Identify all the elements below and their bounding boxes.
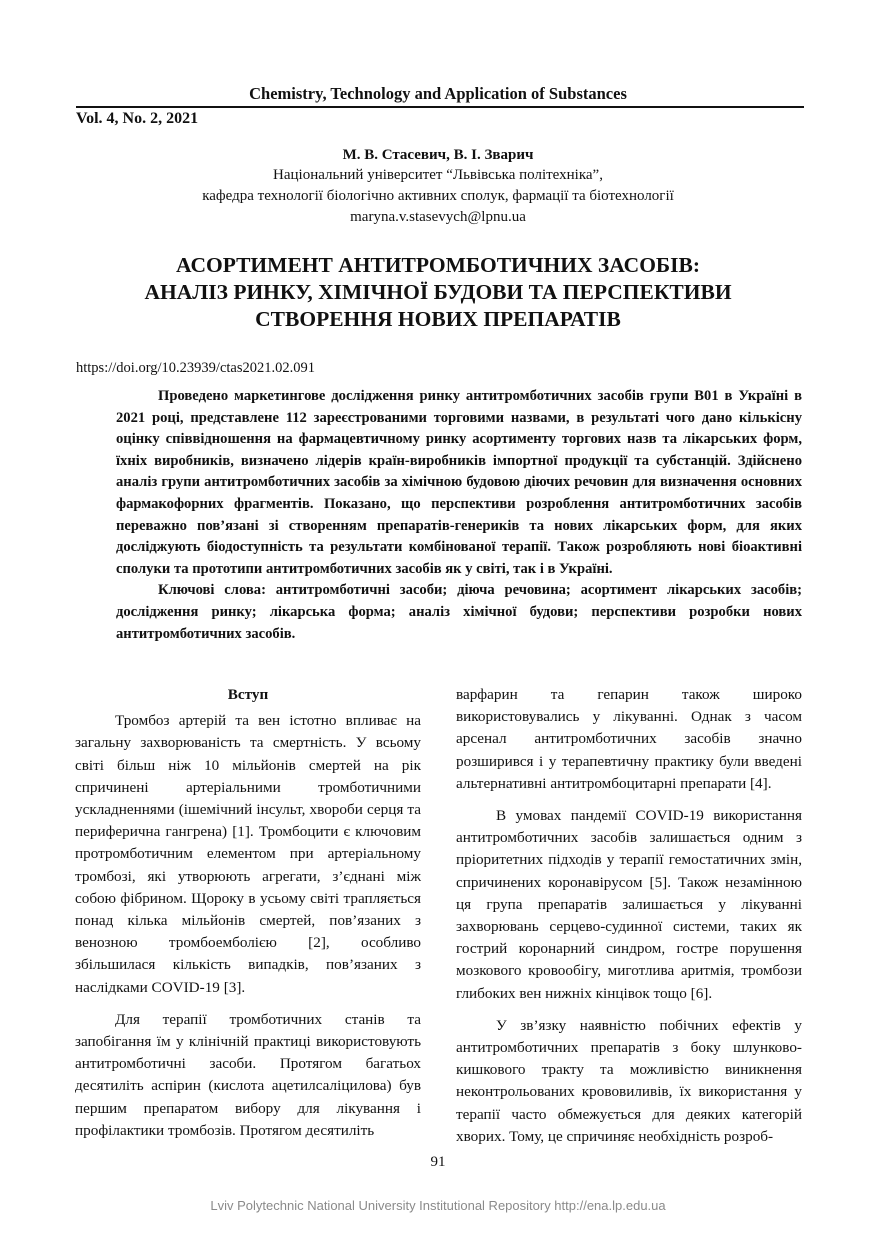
page-number: 91	[430, 1154, 446, 1170]
authors: М. В. Стасевич, В. І. Зварич	[342, 147, 534, 163]
paragraph: Тромбоз артерій та вен істотно впливає на загальну захворюваність та смертність. У всьому світі більш ніж 10 мільйонів смертей на рік спричинені артеріальними тромботичними ускладненнями (ішемічний інсульт, хвороби серця та периферична гангрена) [1]. Тромбоцити є ключовим протромботичним елементом при артеріальному тромбозі, які утворюють агрегати, з’єднані між собою фібрином. Щороку в усьому світі трапляється понад кілька мільйонів смертей, пов’язаних з венозною тромбоемболією [2], особливо збільшилася кількість випадків, пов’язаних з наслідками COVID-19 [3].	[75, 712, 421, 996]
paragraph: У зв’язку наявністю побічних ефектів у антитромботичних препаратів з боку шлунково-кишкового тракту та можливістю виникнення неконтрольованих крововиливів, їх використання у терапії часто обмежується для деяких категорій хворих. Тому, це спричиняє необхідність розроб-	[456, 1016, 802, 1145]
header-rule	[76, 106, 804, 108]
paragraph: Для терапії тромботичних станів та запобігання їм у клінічній практиці використовують антитромботичні засоби. Протягом багатьох десятиліть аспірин (кислота ацетилсаліцилова) був першим препаратом вибору для лікування і профілактики тромбозів. Протягом десятиліть	[75, 1010, 421, 1139]
article-title	[0, 252, 876, 333]
abstract	[116, 386, 802, 645]
doi-link[interactable]: https://doi.org/10.23939/ctas2021.02.091	[76, 360, 315, 376]
paragraph: варфарин та гепарин також широко використовувались у лікуванні. Однак з часом арсенал антитромботичних засобів значно розширився і у терапевтичну практику були введені альтернативні антитромбоцитарні препарати [4].	[456, 686, 802, 792]
volume-issue: Vol. 4, No. 2, 2021	[76, 110, 199, 127]
keywords: Ключові слова: антитромботичні засоби; діюча речовина; асортимент лікарських засобів; дослідження ринку; лікарська форма; аналіз хімічної будови; перспективи розробки нових антитромботичних засобів.	[116, 582, 802, 642]
author-email[interactable]: maryna.v.stasevych@lpnu.ua	[350, 209, 526, 225]
title-line-3: СТВОРЕННЯ НОВИХ ПРЕПАРАТІВ	[255, 307, 621, 331]
title-line-1: АСОРТИМЕНТ АНТИТРОМБОТИЧНИХ ЗАСОБІВ:	[175, 253, 701, 277]
repository-footer[interactable]: Lviv Polytechnic National University Institutional Repository http://ena.lp.edu.ua	[210, 1198, 666, 1213]
body-column-right	[456, 684, 802, 1148]
abstract-text: Проведено маркетингове дослідження ринку антитромботичних засобів групи B01 в Україні в 2021 році, представлене 112 зареєстрованими торговими назвами, в результаті чого дано кількісну оцінку співвідношення на фармацевтичному ринку асортименту торгових назв та лікарських форм, їхніх виробників, визначено лідерів країн-виробників імпортної продукції та субстанцій. Здійснено аналіз групи антитромботичних засобів за хімічною будовою діючих речовин для визначення основних фармакофорних фрагментів. Показано, що перспективи розроблення антитромботичних засобів переважно пов’язані зі створенням препаратів-генериків та нових лікарських форм, для яких досліджують біодоступність та результати комбінованої терапії. Також розробляють нові біоактивні сполуки та прототипи антитромботичних засобів як у світі, так і в Україні.	[116, 388, 802, 577]
body-column-left	[75, 684, 421, 1142]
section-title-intro: Вступ	[227, 686, 269, 703]
affiliation-department: кафедра технології біологічно активних сполук, фармації та біотехнології	[202, 188, 674, 204]
title-line-2: АНАЛІЗ РИНКУ, ХІМІЧНОЇ БУДОВИ ТА ПЕРСПЕКТИВИ	[144, 280, 732, 304]
affiliation-university: Національний університет “Львівська політехніка”,	[273, 167, 603, 183]
journal-title: Chemistry, Technology and Application of Substances	[249, 84, 627, 103]
paragraph: В умовах пандемії COVID-19 використання антитромботичних засобів залишається одним з пріоритетних підходів у терапії гемостатичних змін, спричинених коронавірусом [5]. Також незамінною ця група препаратів залишається у лікуванні захворювань серцево-судинної системи, таких як гострий коронарний синдром, гостре порушення мозкового кровообігу, миготлива аритмія, тромбози глибоких вен нижніх кінцівок тощо [6].	[456, 807, 802, 1002]
